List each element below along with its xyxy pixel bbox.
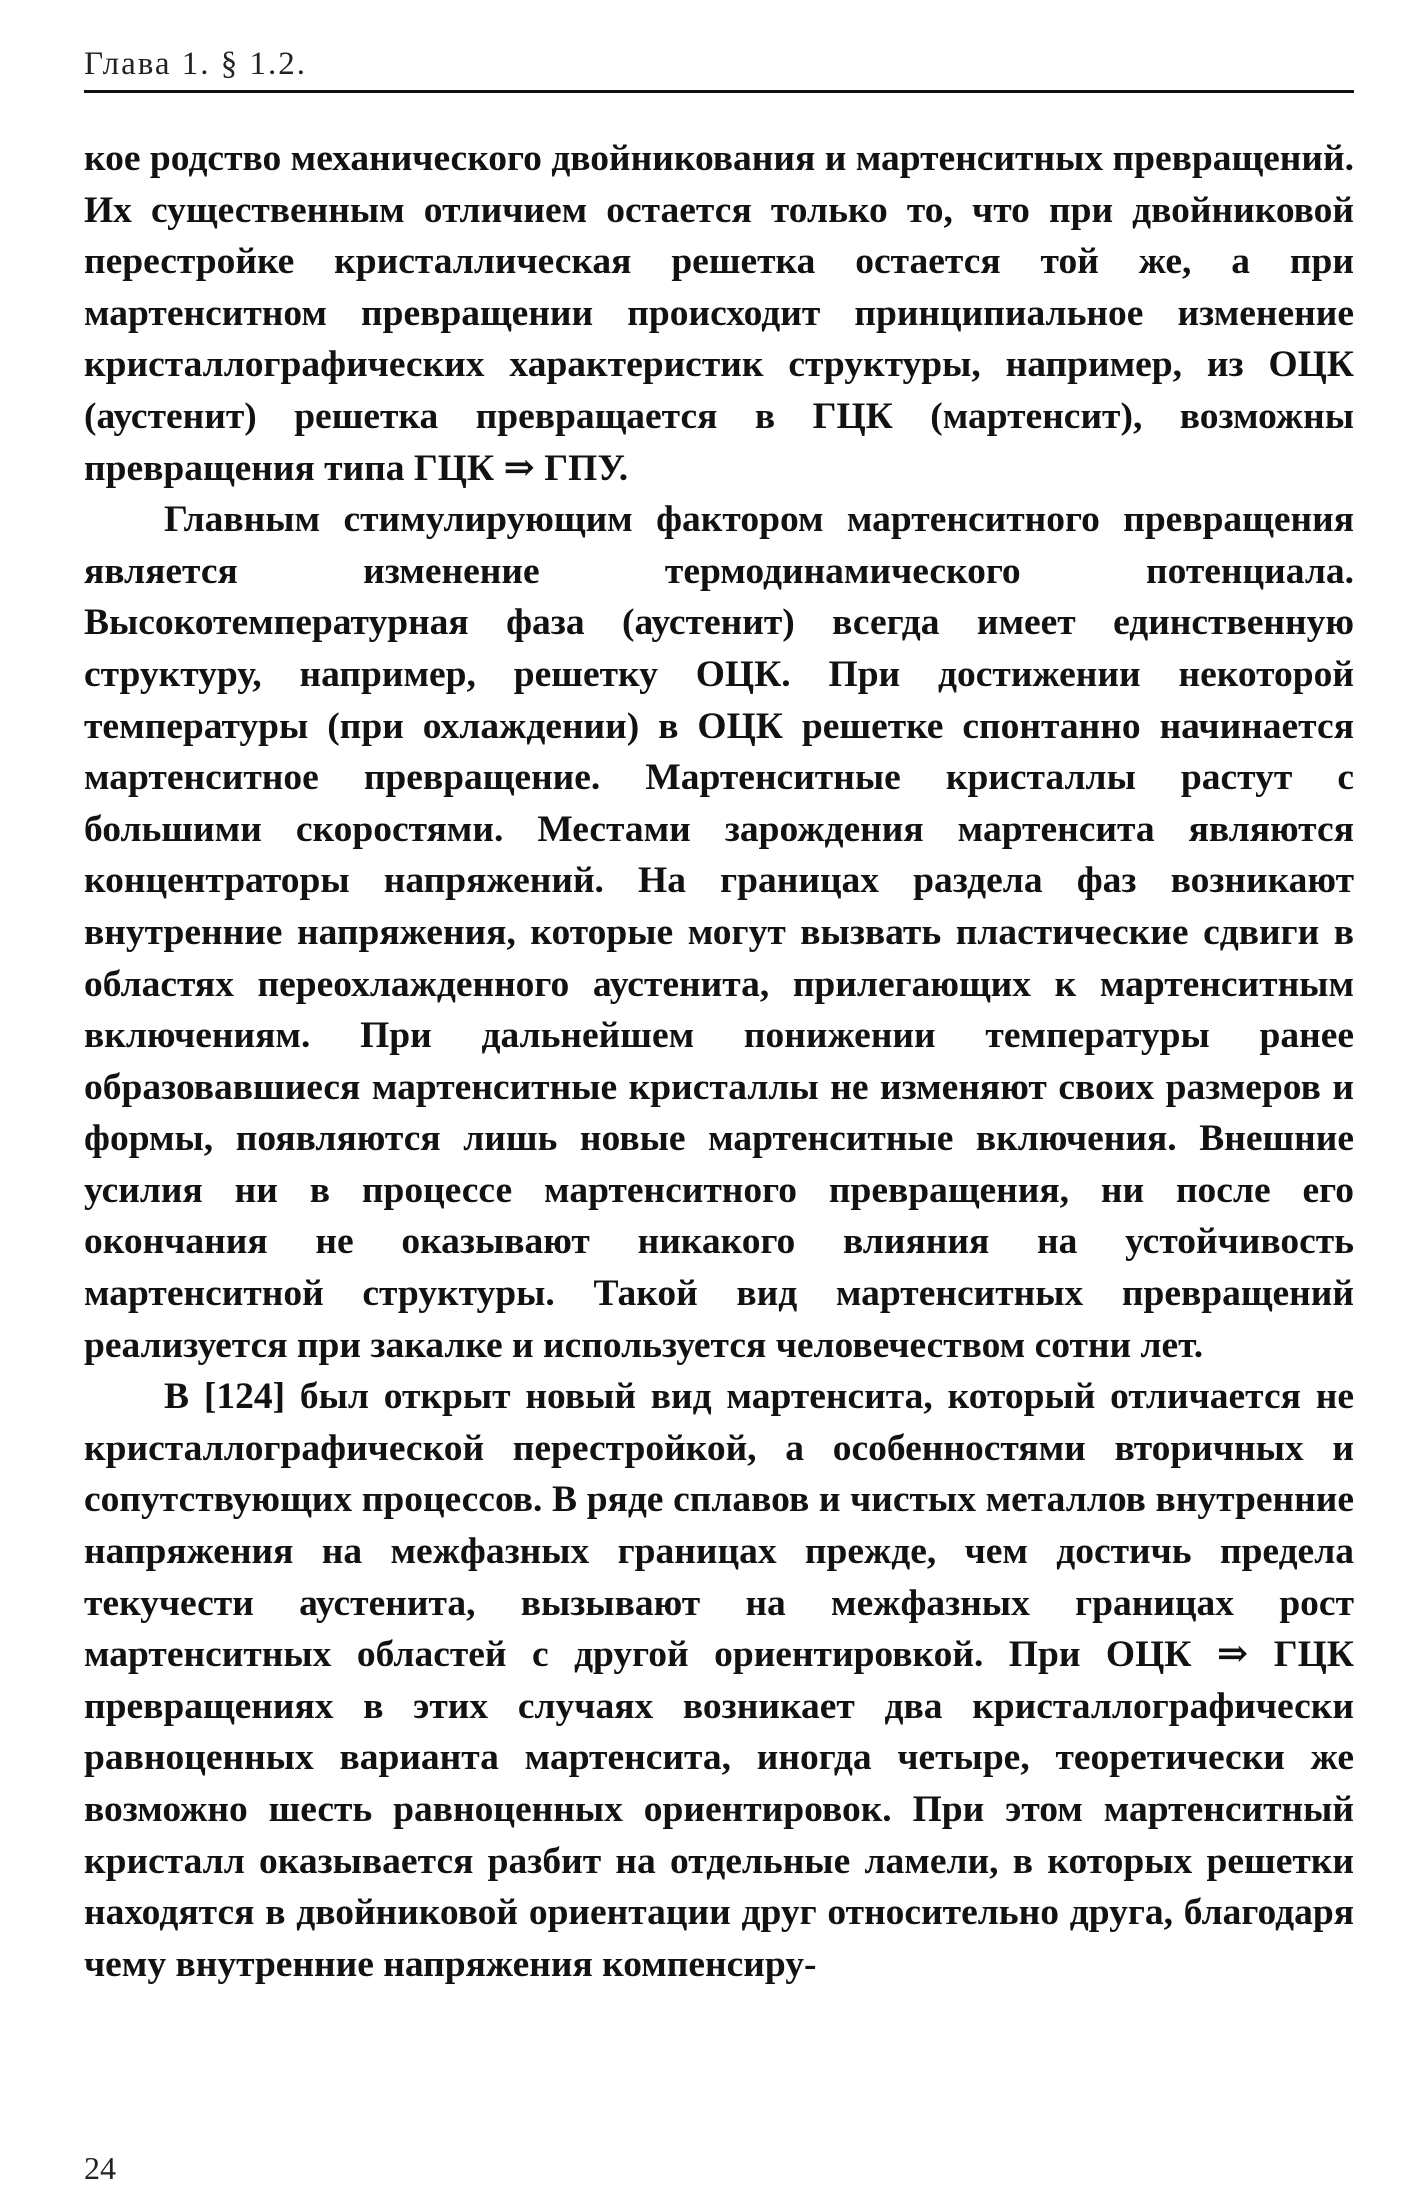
paragraph-3: В [124] был открыт новый вид мартенсита, который отличается не кристаллографической перестройкой, а особенностями вторичных и сопутствующих процессов. В ряде сплавов и чистых металлов внутренние напряжения на межфазных границах прежде, чем достичь предела текучести аустенита, вызывают на межфазных границах рост мартенситных областей с другой ориентировкой. При ОЦК ⇒ ГЦК превращениях в этих случаях возникает два кристаллографически равноценных варианта мартенсита, иногда четыре, теоретически же возможно шесть равноценных ориентировок. При этом мартенситный кристалл оказывается разбит на отдельные ламели, в которых решетки находятся в двойниковой ориентации друг относительно друга, благодаря чему внутренние напряжения компенсиру- (84, 1376, 1354, 1985)
running-header (84, 36, 1354, 92)
running-head-text: Глава 1. § 1.2. (84, 46, 308, 82)
header-rule (84, 90, 1354, 93)
paragraph-2: Главным стимулирующим фактором мартенситного превращения является изменение термодинамического потенциала. Высокотемпературная фаза (аустенит) всегда имеет единственную структуру, например, решетку ОЦК. При достижении некоторой температуры (при охлаждении) в ОЦК решетке спонтанно начинается мартенситное превращение. Мартенситные кристаллы растут с большими скоростями. Местами зарождения мартенсита являются концентраторы напряжений. На границах раздела фаз возникают внутренние напряжения, которые могут вызвать пластические сдвиги в областях переохлажденного аустенита, прилегающих к мартенситным включениям. При дальнейшем понижении температуры ранее образовавшиеся мартенситные кристаллы не изменяют своих размеров и формы, появляются лишь новые мартенситные включения. Внешние усилия ни в процессе мартенситного превращения, ни после его окончания не оказывают никакого влияния на устойчивость мартенситной структуры. Такой вид мартенситных превращений реализуется при закалке и используется человечеством сотни лет. (84, 499, 1354, 1366)
page-body (84, 133, 1354, 1990)
paragraph-1: кое родство механического двойникования и мартенситных превращений. Их существенным отличием остается только то, что при двойниковой перестройке кристаллическая решетка остается той же, а при мартенситном превращении происходит принципиальное изменение кристаллографических характеристик структуры, например, из ОЦК (аустенит) решетка превращается в ГЦК (мартенсит), возможны превращения типа ГЦК ⇒ ГПУ. (84, 138, 1354, 489)
page-number: 24 (84, 2150, 116, 2186)
